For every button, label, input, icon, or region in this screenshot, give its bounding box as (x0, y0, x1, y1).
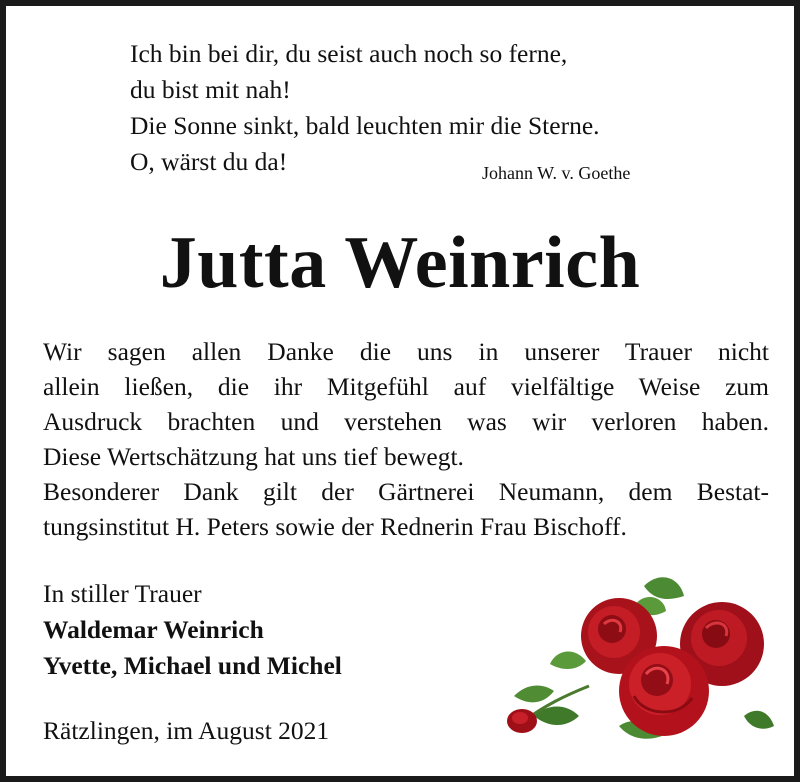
deceased-name: Jutta Weinrich (159, 222, 641, 304)
poem-line: O, wärst du da! (130, 147, 288, 176)
message-line: Ausdruck brachten und verstehen was wir verloren haben. (43, 407, 769, 436)
signature-block (43, 576, 342, 684)
poem-author: Johann W. v. Goethe (482, 163, 631, 183)
mourner-name: Waldemar Weinrich (43, 615, 264, 644)
mourner-name: Yvette, Michael und Michel (43, 651, 342, 680)
place-and-date: Rätzlingen, im August 2021 (43, 716, 330, 745)
poem-line: Ich bin bei dir, du seist auch noch so ferne, (130, 39, 568, 68)
message-line: Besonderer Dank gilt der Gärtnerei Neumann, dem Bestat- (43, 477, 769, 506)
message-line: tungsinstitut H. Peters sowie der Rednerin Frau Bischoff. (43, 512, 627, 541)
poem-line: Die Sonne sinkt, bald leuchten mir die Sterne. (130, 111, 600, 140)
thank-you-message (43, 334, 769, 544)
red-roses-image (494, 566, 784, 746)
poem-line: du bist mit nah! (130, 75, 291, 104)
mourning-intro: In stiller Trauer (43, 579, 202, 608)
goethe-poem (130, 36, 600, 180)
message-line: allein ließen, die ihr Mitgefühl auf vielfältige Weise zum (43, 372, 769, 401)
message-line: Wir sagen allen Danke die uns in unserer Trauer nicht (43, 337, 769, 366)
message-line: Diese Wertschätzung hat uns tief bewegt. (43, 442, 464, 471)
